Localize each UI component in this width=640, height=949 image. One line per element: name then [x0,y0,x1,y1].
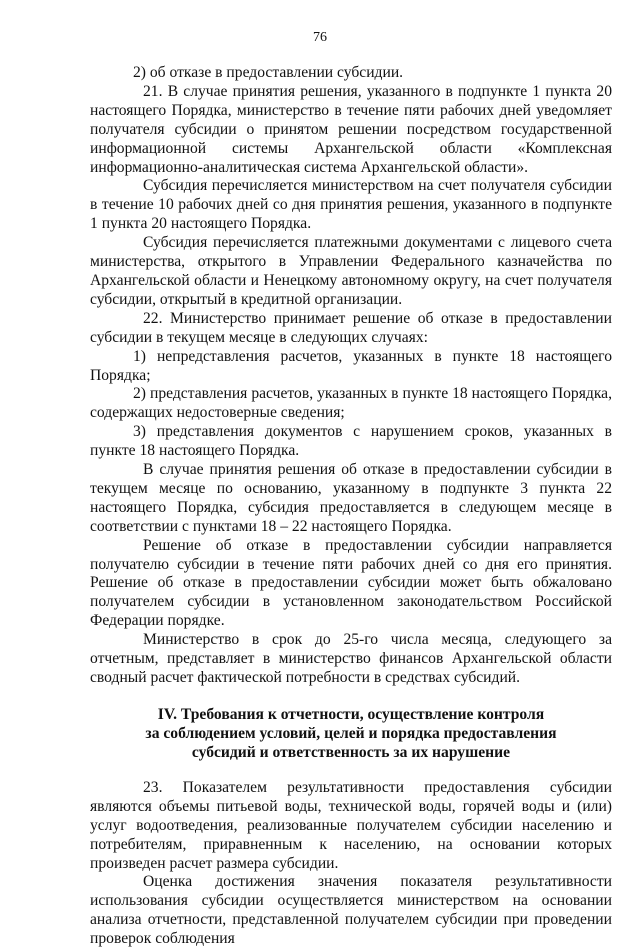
paragraph: Решение об отказе в предоставлении субсидии направляется получателю субсидии в течение пяти рабочих дней со дня его принятия. Решение об отказе в предоставлении субсидии может быть обжаловано получателем субсидии в установленном законодательством Российской Федерации порядке. [90,536,612,630]
list-item: 1) непредставления расчетов, указанных в пункте 18 настоящего Порядка; [90,347,612,384]
paragraph: Оценка достижения значения показателя результативности использования субсидии осуществляется министерством на основании анализа отчетности, представленной получателем субсидии при проведении проверок соблюдения [90,873,612,948]
section-heading-line: субсидий и ответственность за их нарушение [191,743,511,761]
paragraph: 21. В случае принятия решения, указанного в подпункте 1 пункта 20 настоящего Порядка, министерство в течение пяти рабочих дней уведомляет получателя субсидии о принятом решении посредством государственной информационной системы Архангельской области «Комплексная информационно-аналитическая система Архангельской области». [90,82,612,176]
list-item: 2) представления расчетов, указанных в пункте 18 настоящего Порядка, содержащих недостоверные сведения; [90,385,612,422]
paragraph: В случае принятия решения об отказе в предоставлении субсидии в текущем месяце по основанию, указанному в подпункте 3 пункта 22 настоящего Порядка, субсидия предоставляется в следующем месяце в соответствии с пунктами 18 – 22 настоящего Порядка. [90,461,612,535]
section-heading-line: за соблюдением условий, целей и порядка предоставления [145,724,557,742]
paragraph: Субсидия перечисляется платежными документами с лицевого счета министерства, открытого в Управлении Федерального казначейства по Архангельской области и Ненецкому автономному округу, на счет получателя субсидии, открытый в кредитной организации. [90,234,612,308]
paragraph: 22. Министерство принимает решение об отказе в предоставлении субсидии в текущем месяце в следующих случаях: [90,309,612,346]
paragraph: Субсидия перечисляется министерством на счет получателя субсидии в течение 10 рабочих дней со дня принятия решения, указанного в подпункте 1 пункта 20 настоящего Порядка. [90,177,612,233]
paragraph: 23. Показателем результативности предоставления субсидии являются объемы питьевой воды, технической воды, горячей воды и (или) услуг водоотведения, реализованные получателем субсидии населению и потребителям, приравненным к населению, на основании которых произведен расчет размера субсидии. [90,778,612,872]
section-heading [90,705,612,762]
list-item: 3) представления документов с нарушением сроков, указанных в пункте 18 настоящего Порядка. [90,423,612,460]
page-number: 76 [313,30,327,45]
paragraph: Министерство в срок до 25-го числа месяца, следующего за отчетным, представляет в министерство финансов Архангельской области сводный расчет фактической потребности в средствах субсидий. [90,631,612,686]
paragraph: 2) об отказе в предоставлении субсидии. [133,64,404,81]
section-heading-line: IV. Требования к отчетности, осуществление контроля [157,705,545,723]
document-body [90,64,612,949]
